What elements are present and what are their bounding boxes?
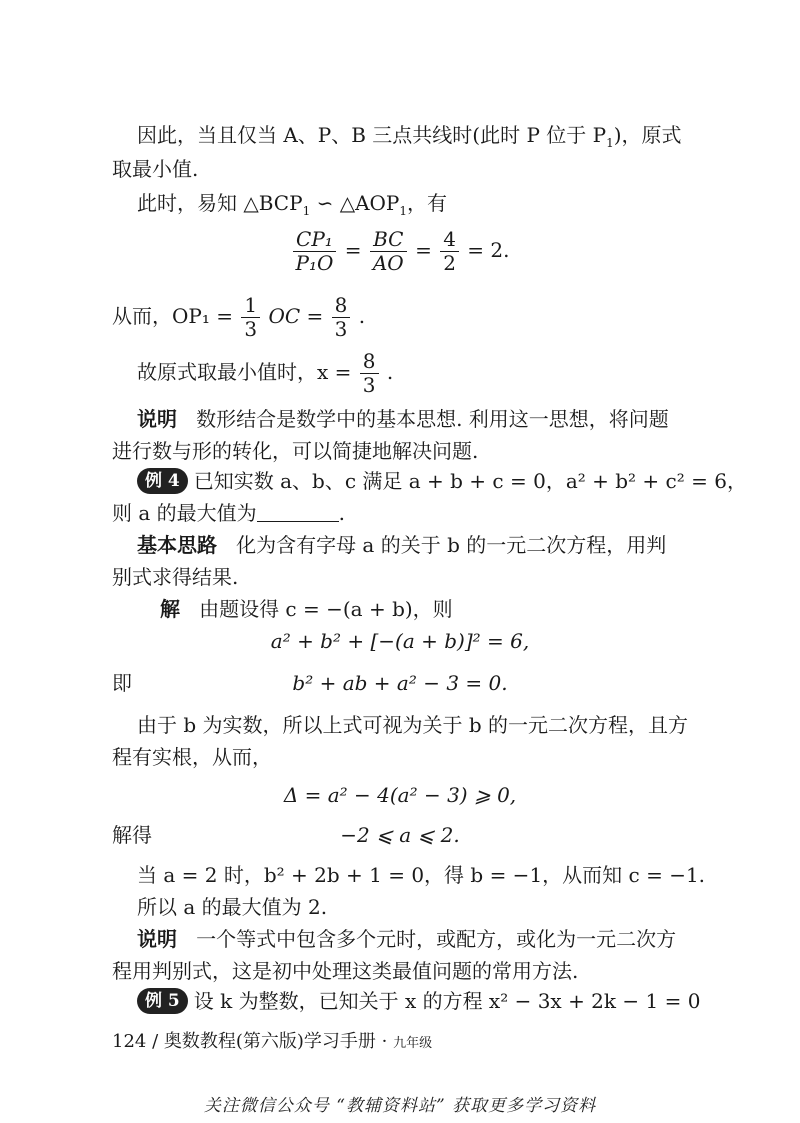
grade-label: 九年级 (393, 1036, 433, 1051)
note-paragraph: 说明 一个等式中包含多个元时，或配方，或化为一元二次方 (137, 927, 677, 951)
text-line: 进行数与形的转化，可以简捷地解决问题. (112, 439, 479, 463)
example-badge: 例 4 (137, 468, 188, 494)
text-line: 程用判别式，这是初中处理这类最值问题的常用方法. (112, 959, 579, 983)
equation: −2 ⩽ a ⩽ 2. (340, 823, 460, 847)
text-line: 故原式取最小值时，x = $\frac{8}{3}$ . (137, 349, 394, 397)
text-line: 所以 a 的最大值为 2. (137, 895, 328, 919)
equation: Δ = a² − 4(a² − 3) ⩾ 0, (283, 783, 517, 807)
basic-idea: 基本思路 化为含有字母 a 的关于 b 的一元二次方程，用判 (137, 533, 667, 557)
example-4: 例 4 已知实数 a、b、c 满足 a + b + c = 0，a² + b² + c² = 6， (137, 466, 747, 497)
example-badge: 例 5 (137, 988, 188, 1014)
equation-ratio: $\frac{\text{CP₁}}{\text{P₁O}}$ = $\frac{BC}{AO}$ = $\frac{4}{2}$ = 2. (0, 228, 800, 275)
text-line: 则 a 的最大值为 . (112, 501, 345, 525)
text-line: 因此，当且仅当 A、P、B 三点共线时(此时 P 位于 $P_1$)，原式 (137, 123, 682, 150)
text-line: 即 (112, 671, 132, 695)
promo-note: 关注微信公众号 “教辅资料站” 获取更多学习资料 (203, 1096, 597, 1116)
solution-line: 解 由题设得 c = −(a + b)，则 (160, 597, 453, 621)
equation: b² + ab + a² − 3 = 0. (292, 671, 508, 695)
text-line: 由于 b 为实数，所以上式可视为关于 b 的一元二次方程，且方 (137, 713, 689, 737)
example-5: 例 5 设 k 为整数，已知关于 x 的方程 x² − 3x + 2k − 1 = 0 (137, 986, 700, 1017)
note-paragraph: 说明 数形结合是数学中的基本思想. 利用这一思想，将问题 (137, 407, 669, 431)
equation: a² + b² + [−(a + b)]² = 6, (270, 629, 530, 653)
text-line: 此时，易知 $\triangle BCP_1$ ∽ $\triangle AOP_1$，有 (137, 191, 448, 218)
book-title: 奥数教程(第六版)学习手册 · (163, 1031, 388, 1052)
answer-blank (257, 503, 339, 522)
text-line: 程有实根，从而， (112, 745, 272, 769)
text-line: 解得 (112, 823, 152, 847)
text-line: 从而，OP₁ = $\frac{1}{3}$ OC = $\frac{8}{3}$ . (112, 293, 366, 341)
text-line: 别式求得结果. (112, 565, 239, 589)
text-line: 取最小值. (112, 157, 199, 181)
page-number: 124 / (112, 1031, 159, 1052)
text-line: 当 a = 2 时，b² + 2b + 1 = 0，得 b = −1，从而知 c = −1. (137, 863, 706, 887)
page-footer (112, 1028, 432, 1056)
